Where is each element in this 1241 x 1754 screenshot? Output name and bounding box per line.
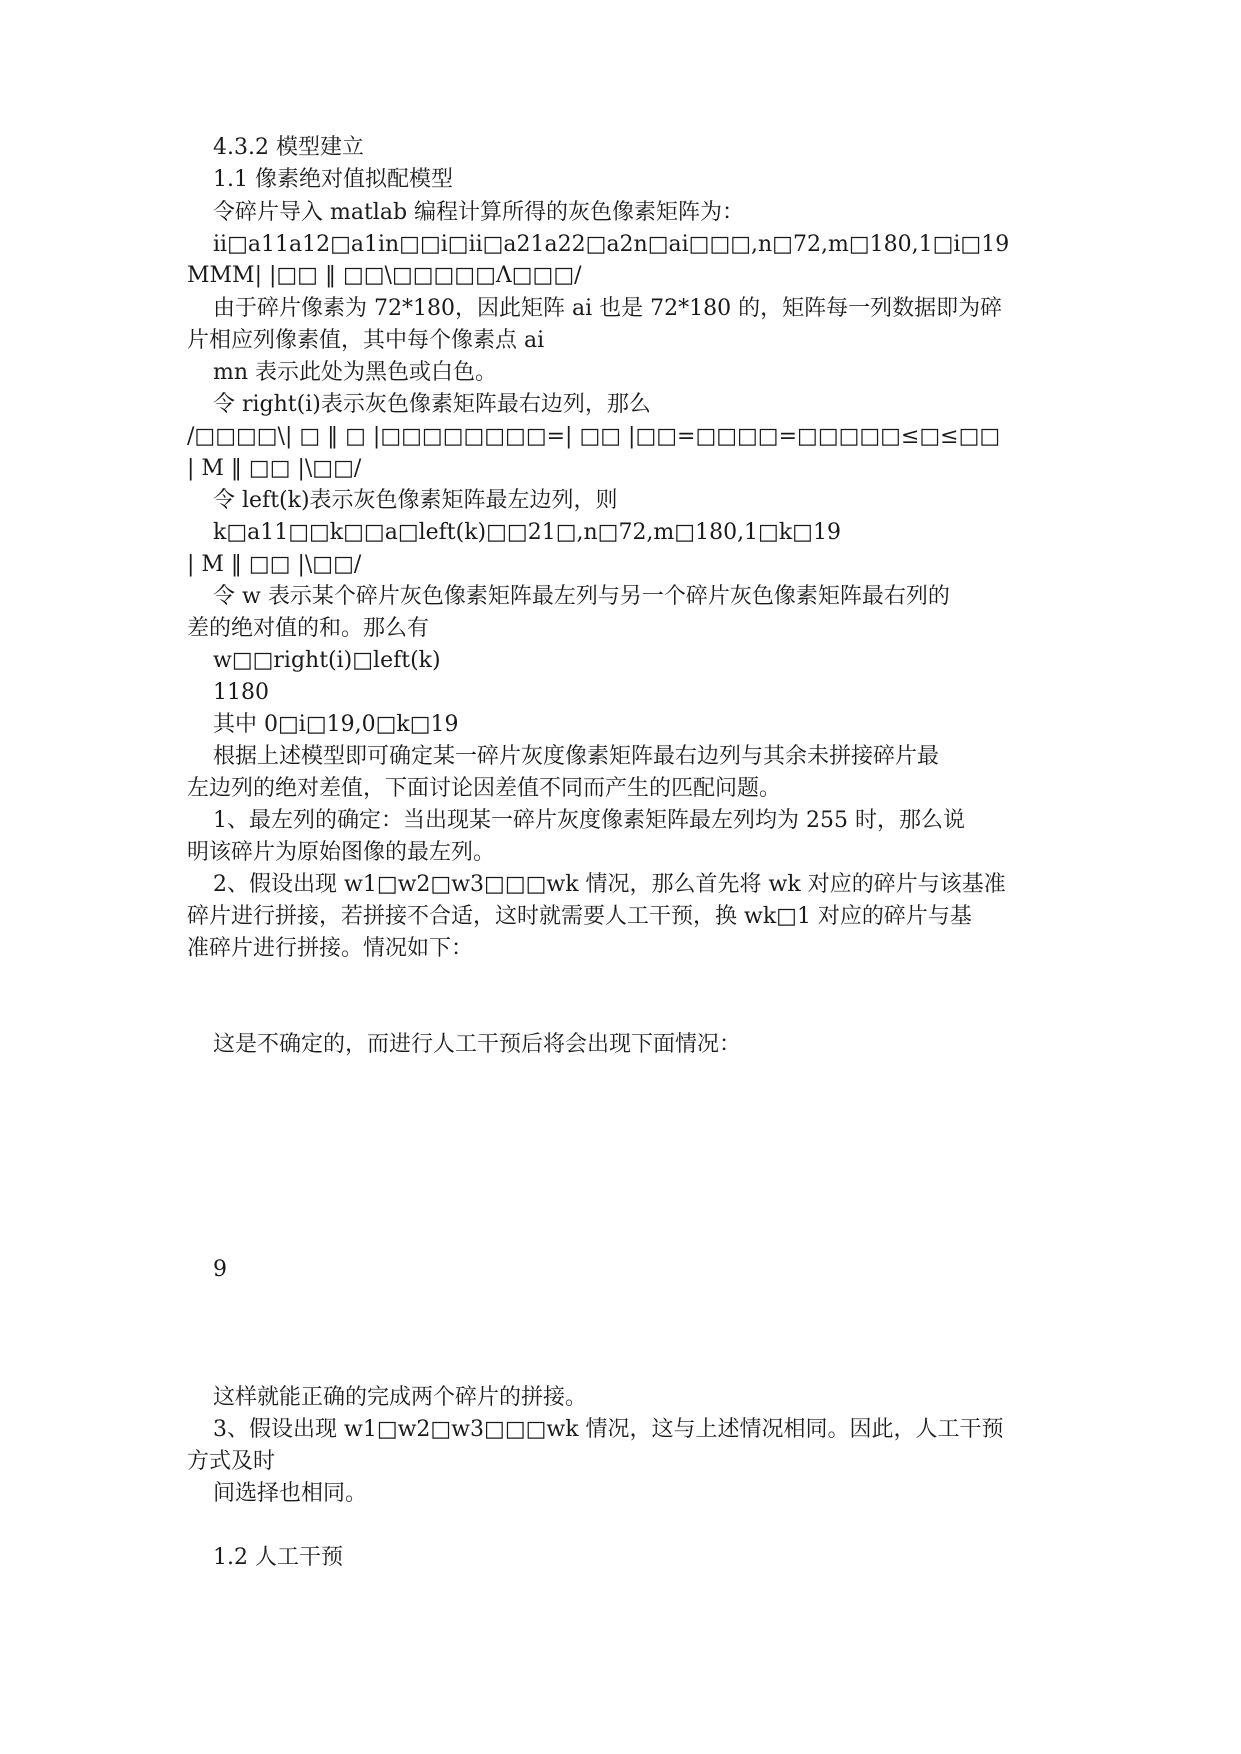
subsection-heading: 1.2 人工干预 bbox=[213, 1545, 343, 1570]
paragraph: 令碎片导入 matlab 编程计算所得的灰色像素矩阵为： bbox=[213, 200, 745, 225]
equation-line: ii□a11a12□a1in□□i□ii□a21a22□a2n□ai□□□,n□72,m□180,1□i□19 bbox=[213, 232, 1010, 257]
paragraph-line: 根据上述模型即可确定某一碎片灰度像素矩阵最右边列与其余未拼接碎片最 bbox=[213, 744, 940, 769]
subsection-heading: 1.1 像素绝对值拟配模型 bbox=[213, 167, 453, 192]
paragraph-line: mn 表示此处为黑色或白色。 bbox=[213, 360, 498, 385]
equation-line: 其中 0□i□19,0□k□19 bbox=[213, 712, 459, 737]
paragraph-line: 左边列的绝对差值，下面讨论因差值不同而产生的匹配问题。 bbox=[187, 776, 782, 801]
list-item-line: 方式及时 bbox=[187, 1449, 276, 1474]
equation-line: 1180 bbox=[213, 680, 269, 705]
paragraph: 令 right(i)表示灰色像素矩阵最右边列，那么 bbox=[213, 392, 651, 417]
paragraph-line: 差的绝对值的和。那么有 bbox=[187, 616, 430, 641]
list-item-line: 1、最左列的确定：当出现某一碎片灰度像素矩阵最左列均为 255 时，那么说 bbox=[213, 808, 965, 833]
list-item-line: 2、假设出现 w1□w2□w3□□□wk 情况，那么首先将 wk 对应的碎片与该基准 bbox=[213, 872, 1006, 897]
equation-line: | M ‖ □□ |\□□/ bbox=[187, 456, 362, 481]
list-item-line: 准碎片进行拼接。情况如下： bbox=[187, 936, 474, 961]
list-item-line: 明该碎片为原始图像的最左列。 bbox=[187, 840, 496, 865]
page-number: 9 bbox=[213, 1257, 227, 1282]
list-item-line: 间选择也相同。 bbox=[213, 1481, 368, 1506]
paragraph: 这样就能正确的完成两个碎片的拼接。 bbox=[213, 1385, 588, 1410]
paragraph-line: 由于碎片像素为 72*180，因此矩阵 ai 也是 72*180 的，矩阵每一列数据即为碎 bbox=[213, 296, 1003, 321]
equation-line: w□□right(i)□left(k) bbox=[213, 648, 441, 673]
equation-line: /□□□□\| □ ‖ □ |□□□□□□□□=| □□ |□□=□□□□=□□□□□≤□≤□□ bbox=[187, 424, 1001, 449]
paragraph: 这是不确定的，而进行人工干预后将会出现下面情况： bbox=[213, 1032, 742, 1057]
equation-line: MMM| |□□ ‖ □□\□□□□□Λ□□□/ bbox=[187, 263, 582, 288]
equation-line: k□a11□□k□□a□left(k)□□21□,n□72,m□180,1□k□19 bbox=[213, 520, 841, 545]
paragraph-line: 令 w 表示某个碎片灰色像素矩阵最左列与另一个碎片灰色像素矩阵最右列的 bbox=[213, 584, 950, 609]
list-item-line: 碎片进行拼接，若拼接不合适，这时就需要人工干预，换 wk□1 对应的碎片与基 bbox=[187, 904, 972, 929]
paragraph: 令 left(k)表示灰色像素矩阵最左边列，则 bbox=[213, 488, 618, 513]
paragraph-line: 片相应列像素值，其中每个像素点 ai bbox=[187, 328, 545, 353]
section-heading: 4.3.2 模型建立 bbox=[213, 135, 364, 160]
equation-line: | M ‖ □□ |\□□/ bbox=[187, 552, 362, 577]
list-item-line: 3、假设出现 w1□w2□w3□□□wk 情况，这与上述情况相同。因此，人工干预 bbox=[213, 1417, 1004, 1442]
